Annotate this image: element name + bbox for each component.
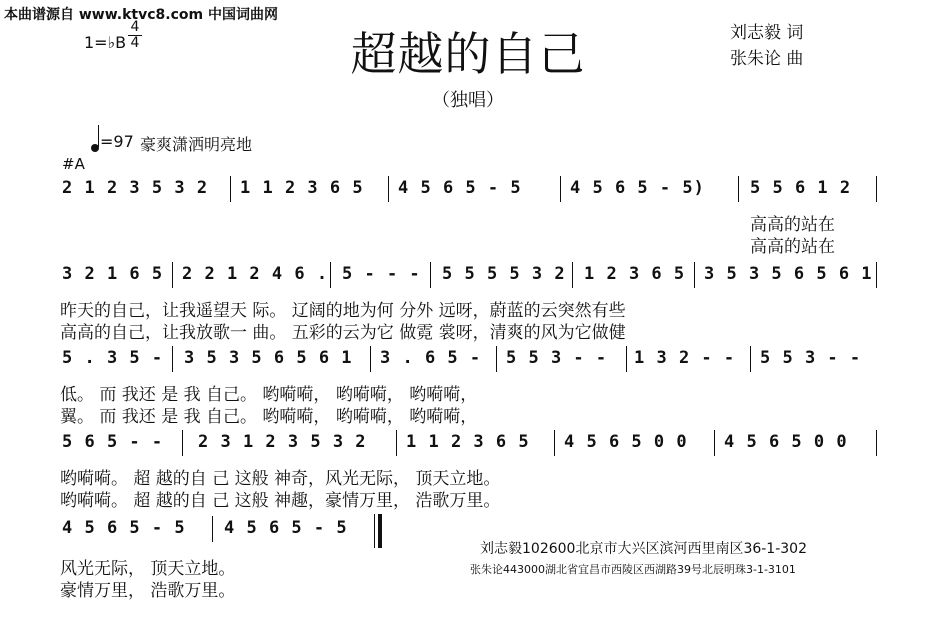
meter-top: 4 <box>128 20 142 36</box>
lyrics-verse-1: 哟嗬嗬。 超 越的自 己 这般 神奇，风光无际， 顶天立地。 <box>60 469 501 489</box>
measure-1: 4 5 6 5 - 5 <box>62 518 186 538</box>
lyrics-verse-2: 豪情万里， 浩歌万里。 <box>60 581 236 601</box>
bar-line <box>430 262 431 288</box>
bar-line <box>330 262 331 288</box>
final-bar-thin <box>374 514 375 548</box>
bar-line <box>388 176 389 202</box>
song-title: 超越的自己 <box>350 27 586 81</box>
bar-line <box>560 176 561 202</box>
measure-3: 4 5 6 5 - 5 <box>398 178 522 198</box>
measure-1: 5 . 3 5 - <box>62 348 164 368</box>
bar-line <box>876 430 877 456</box>
lyrics-verse-1: 风光无际， 顶天立地。 <box>60 559 236 579</box>
bar-line <box>876 176 877 202</box>
bar-line <box>496 346 497 372</box>
site-watermark: 本曲谱源自 www.ktvc8.com 中国词曲网 <box>4 7 278 23</box>
tempo-marking: =97 <box>100 132 134 151</box>
measure-2: 4 5 6 5 - 5 <box>224 518 348 538</box>
lyricist-credit: 刘志毅 词 <box>730 23 804 43</box>
measure-3: 1 1 2 3 6 5 <box>406 432 530 452</box>
composer-address: 张朱论443000湖北省宜昌市西陵区西湖路39号北辰明珠3-1-3101 <box>470 563 796 576</box>
key-change: #A <box>62 155 85 173</box>
final-bar-thick <box>378 514 382 548</box>
measure-6: 5 5 3 - - <box>760 348 862 368</box>
key-signature: 1=♭B <box>84 33 127 52</box>
measure-2: 2 2 1 2 4 6 . <box>182 264 329 284</box>
bar-line <box>876 262 877 288</box>
lyrics-verse-2: 哟嗬嗬。 超 越的自 己 这般 神趣，豪情万里， 浩歌万里。 <box>60 491 501 511</box>
bar-line <box>626 346 627 372</box>
quarter-note-stem <box>98 125 99 147</box>
meter-bottom: 4 <box>130 35 140 51</box>
performance-type: （独唱） <box>432 90 504 111</box>
measure-5: 5 5 6 1 2 <box>750 178 852 198</box>
measure-3: 3 . 6 5 - <box>380 348 482 368</box>
lyrics-verse-2: 翼。 而 我还 是 我 自己。 哟嗬嗬， 哟嗬嗬， 哟嗬嗬， <box>60 407 478 427</box>
measure-4: 4 5 6 5 0 0 <box>564 432 688 452</box>
bar-line <box>230 176 231 202</box>
expression-marking: 豪爽潇洒明亮地 <box>140 135 253 154</box>
measure-1: 2 1 2 3 5 3 2 <box>62 178 209 198</box>
staff-row-5 <box>60 514 400 550</box>
bar-line <box>750 346 751 372</box>
measure-2: 3 5 3 5 6 5 6 1 <box>184 348 353 368</box>
bar-line <box>738 176 739 202</box>
lyrics-verse-1: 高高的站在 <box>750 215 835 235</box>
measure-5: 4 5 6 5 0 0 <box>724 432 848 452</box>
staff-row-1 <box>60 176 880 206</box>
staff-row-3 <box>60 346 880 376</box>
lyrics-verse-1: 低。 而 我还 是 我 自己。 哟嗬嗬， 哟嗬嗬， 哟嗬嗬， <box>60 385 478 405</box>
bar-line <box>694 262 695 288</box>
quarter-note-icon <box>91 144 99 152</box>
measure-3: 5 - - - <box>342 264 421 284</box>
measure-4: 5 5 3 - - <box>506 348 608 368</box>
bar-line <box>172 262 173 288</box>
measure-2: 1 1 2 3 6 5 <box>240 178 364 198</box>
measure-6: 3 5 3 5 6 5 6 1 <box>704 264 873 284</box>
lyrics-verse-2: 高高的站在 <box>750 237 835 257</box>
bar-line <box>714 430 715 456</box>
bar-line <box>554 430 555 456</box>
bar-line <box>172 346 173 372</box>
measure-4: 5 5 5 5 3 2 <box>442 264 566 284</box>
measure-4: 4 5 6 5 - 5) <box>570 178 705 198</box>
measure-5: 1 3 2 - - <box>634 348 736 368</box>
bar-line <box>370 346 371 372</box>
measure-2: 2 3 1 2 3 5 3 2 <box>198 432 367 452</box>
bar-line <box>396 430 397 456</box>
staff-row-2 <box>60 262 880 292</box>
staff-row-4 <box>60 430 880 460</box>
composer-credit: 张朱论 曲 <box>730 49 804 69</box>
lyrics-verse-2: 高高的自己，让我放歌一 曲。 五彩的云为它 做霓 裳呀，清爽的风为它做健 <box>60 323 626 343</box>
measure-5: 1 2 3 6 5 <box>584 264 686 284</box>
lyrics-verse-1: 昨天的自己，让我遥望天 际。 辽阔的地为何 分外 远呀，蔚蓝的云突然有些 <box>60 301 626 321</box>
measure-1: 3 2 1 6 5 <box>62 264 164 284</box>
bar-line <box>572 262 573 288</box>
bar-line <box>212 516 213 542</box>
lyricist-address: 刘志毅102600北京市大兴区滨河西里南区36-1-302 <box>480 541 807 557</box>
bar-line <box>182 430 183 456</box>
measure-1: 5 6 5 - - <box>62 432 164 452</box>
